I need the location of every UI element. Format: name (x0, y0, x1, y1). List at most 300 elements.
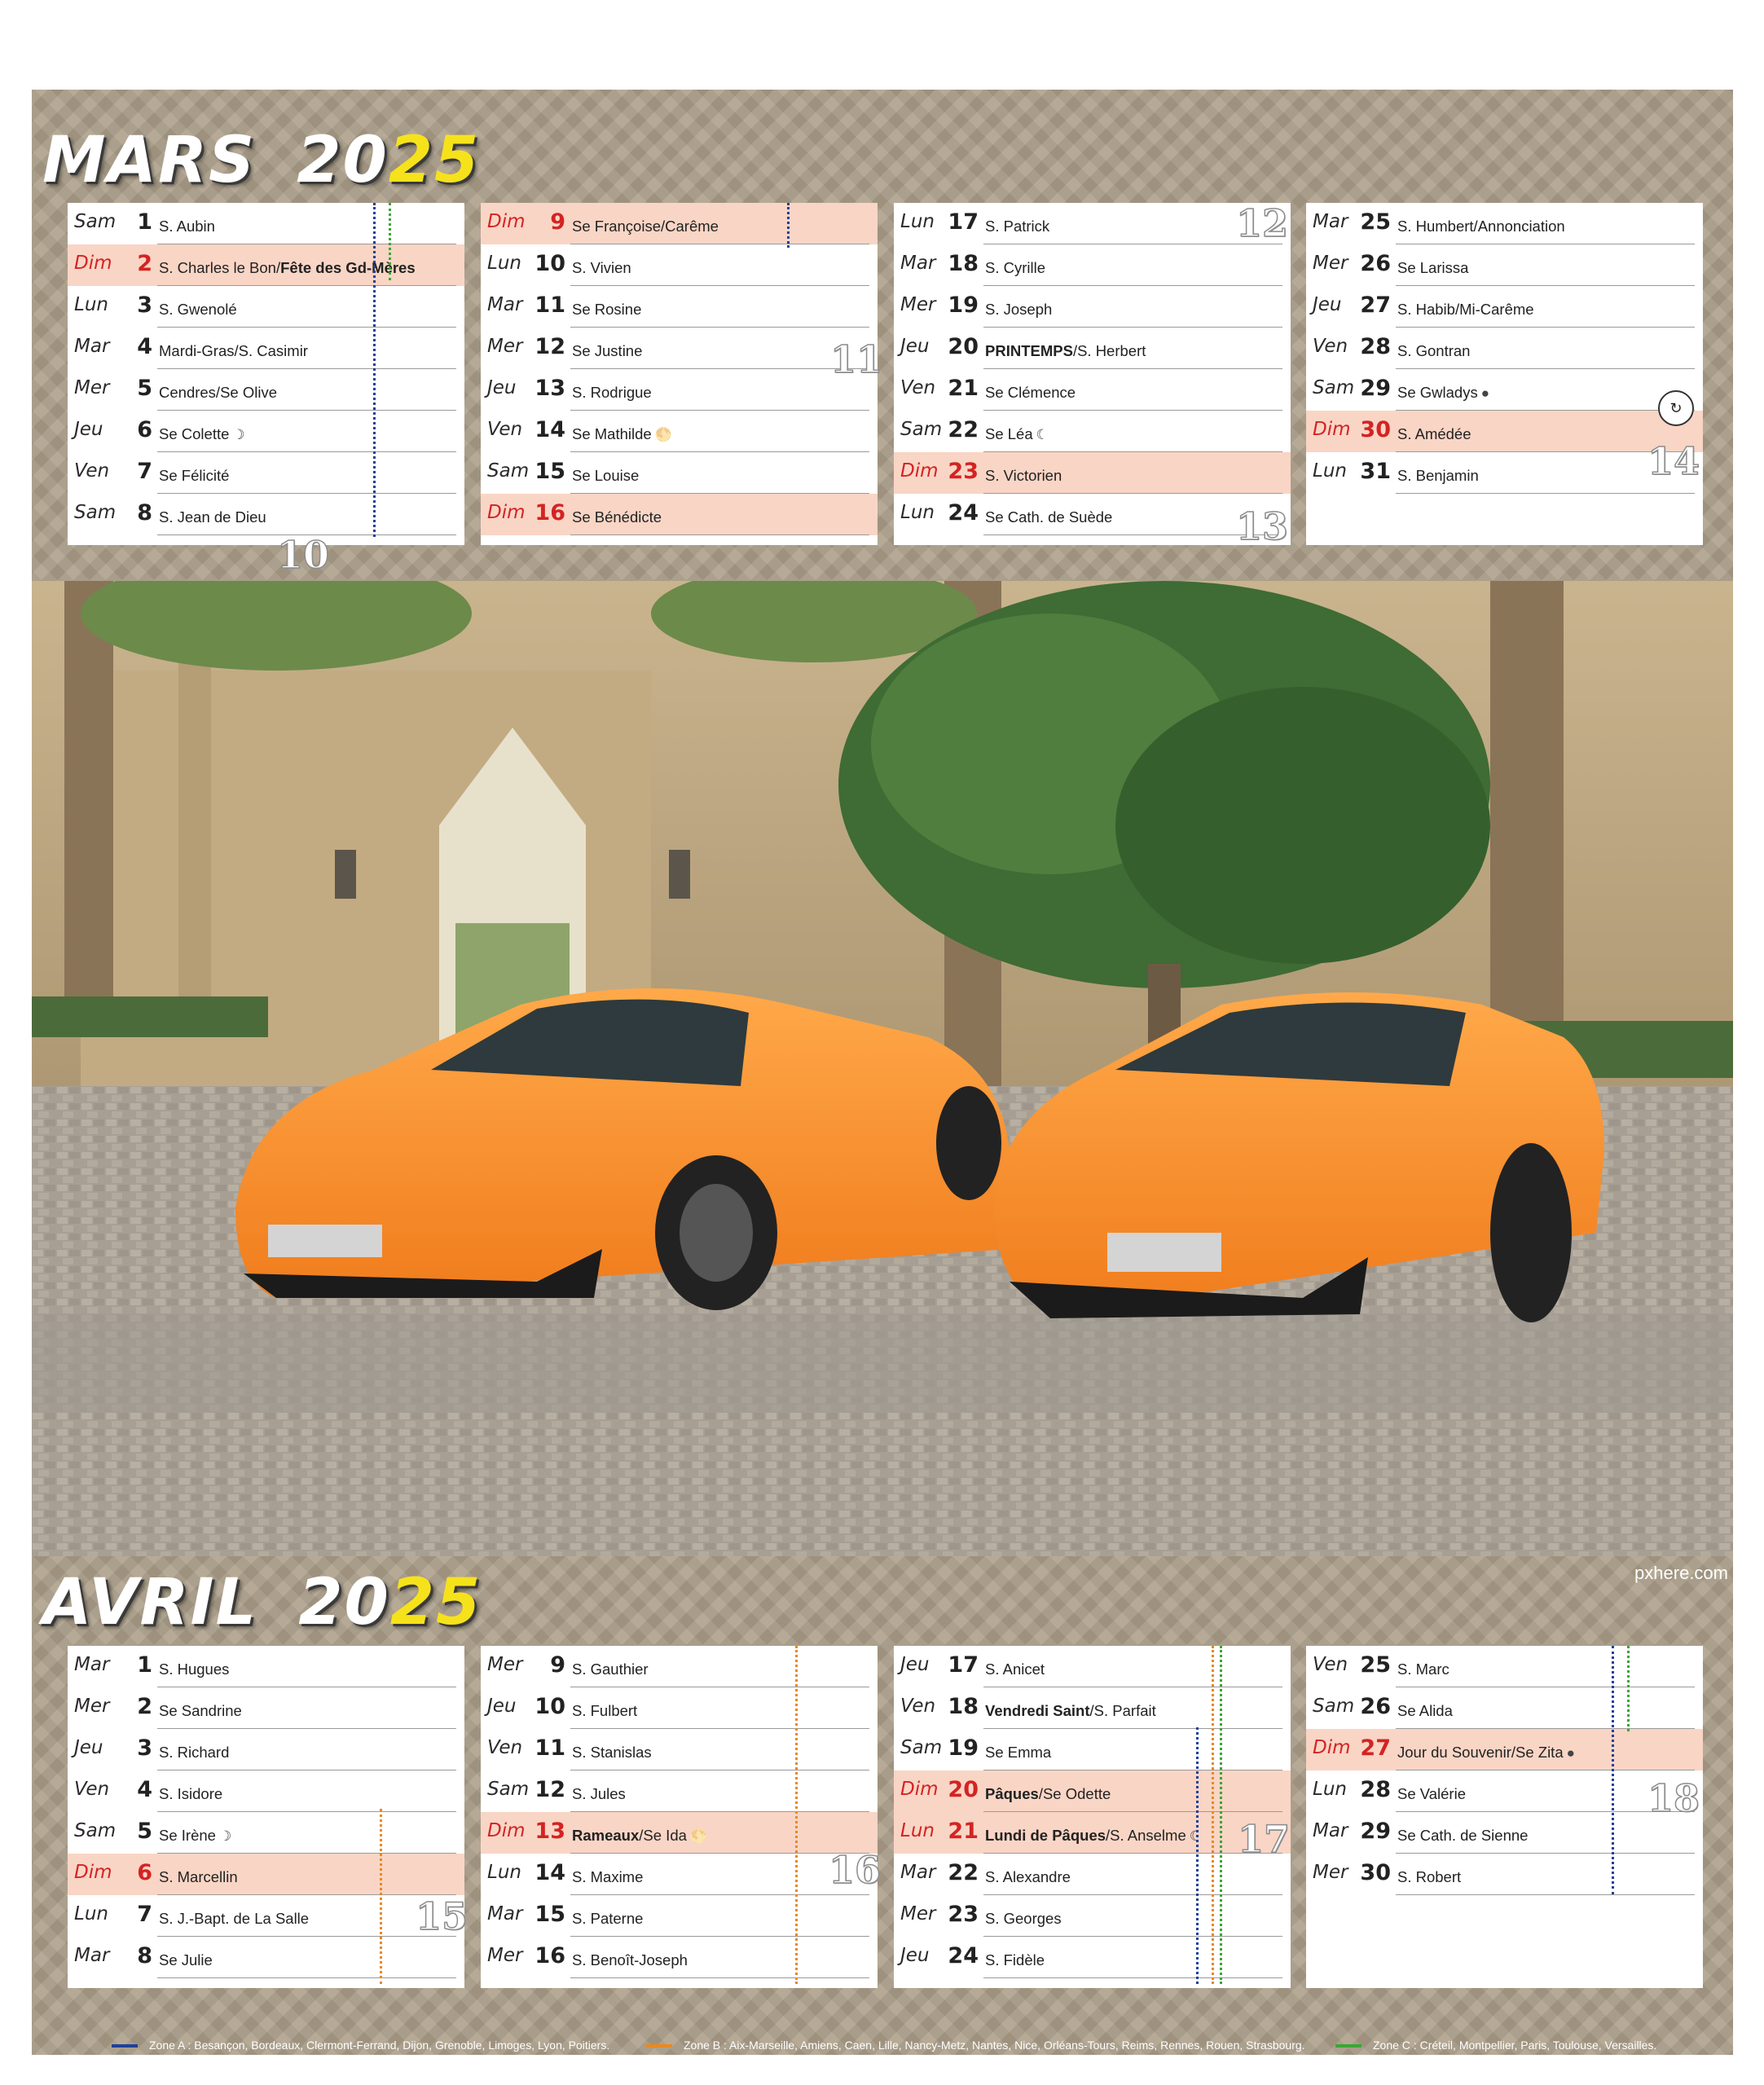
day-number: 7 (137, 1902, 152, 1927)
saint-text: S. Vivien (572, 259, 631, 276)
day-row[interactable] (481, 328, 878, 369)
day-number: 6 (137, 1860, 152, 1885)
saint-name (572, 259, 631, 277)
day-name: Dim (900, 460, 939, 482)
day-name: Dim (487, 1820, 526, 1841)
day-name: Dim (487, 502, 526, 523)
day-number: 15 (534, 459, 565, 484)
day-number: 17 (948, 209, 979, 235)
day-name: Ven (487, 419, 523, 440)
day-row[interactable] (481, 286, 878, 328)
day-number: 25 (1360, 209, 1391, 235)
saint-name (1397, 342, 1470, 360)
school-holiday-line (1196, 1727, 1199, 1984)
saint-text: Se Léa (985, 425, 1033, 442)
saint-text: S. Paterne (572, 1910, 644, 1927)
saint-name (1397, 301, 1534, 319)
moon-icon: ☽ (232, 427, 245, 442)
day-number: 11 (534, 1735, 565, 1761)
week-number: 17 (1238, 1817, 1291, 1861)
saint-text: Se Bénédicte (572, 508, 662, 526)
day-number: 1 (137, 209, 152, 235)
row-divider (570, 1977, 869, 1978)
school-holiday-line (373, 203, 376, 537)
day-name: Mer (900, 294, 936, 315)
saint-text: Se Clémence (985, 384, 1076, 401)
school-holiday-line (1220, 1646, 1222, 1984)
day-row[interactable] (894, 286, 1291, 328)
day-name: Mer (74, 377, 110, 398)
day-name: Mer (900, 1903, 936, 1924)
clock-icon: ↻ (1658, 390, 1694, 426)
mars-column-3 (894, 203, 1291, 545)
day-name: Lun (900, 1820, 935, 1841)
day-row[interactable] (68, 1812, 464, 1854)
day-row[interactable] (1306, 328, 1703, 369)
saint-name (985, 1702, 1156, 1720)
saint-name (572, 1827, 707, 1845)
week-number: 15 (416, 1894, 468, 1938)
saint-name (1397, 467, 1479, 485)
day-name: Lun (487, 1862, 521, 1883)
day-number: 7 (137, 459, 152, 484)
day-row[interactable] (894, 369, 1291, 411)
day-number: 11 (534, 293, 565, 318)
day-row[interactable] (68, 328, 464, 369)
day-name: Mer (487, 1654, 523, 1675)
day-number: 15 (534, 1902, 565, 1927)
saint-name (985, 1910, 1062, 1928)
day-name: Ven (487, 1737, 523, 1758)
day-row[interactable] (481, 1854, 878, 1895)
day-number: 22 (948, 1860, 979, 1885)
month-title-mars: MARS 2025 (42, 124, 481, 197)
school-holiday-line (380, 1809, 382, 1984)
day-name: Sam (1313, 1696, 1355, 1717)
day-name: Jeu (900, 336, 930, 357)
saint-text: Se Emma (985, 1744, 1052, 1761)
week-number: 13 (1236, 504, 1289, 548)
day-number: 18 (948, 251, 979, 276)
saint-name (1397, 218, 1565, 235)
day-number: 17 (948, 1652, 979, 1678)
saint-text: S. Stanislas (572, 1744, 652, 1761)
saint-text: S. Georges (985, 1910, 1062, 1927)
day-name: Mar (900, 1862, 936, 1883)
day-name: Mar (1313, 1820, 1348, 1841)
day-row[interactable] (68, 244, 464, 286)
day-row[interactable] (894, 328, 1291, 369)
saint-name (572, 301, 641, 319)
day-number: 16 (534, 1943, 565, 1968)
day-number: 24 (948, 1943, 979, 1968)
day-number: 23 (948, 459, 979, 484)
week-number: 10 (277, 533, 330, 577)
zone-a-swatch (112, 2044, 138, 2048)
day-name: Mar (1313, 211, 1348, 232)
day-row[interactable] (481, 494, 878, 535)
saint-text: S. Joseph (985, 301, 1053, 318)
saint-name (159, 259, 416, 277)
saint-name (1397, 1744, 1575, 1762)
day-row[interactable] (481, 1895, 878, 1937)
feast-label: Fête des Gd-Mères (280, 259, 416, 276)
day-row[interactable] (894, 244, 1291, 286)
day-name: Lun (1313, 460, 1347, 482)
saint-text: Se Colette (159, 425, 230, 442)
saint-text: S. Fidèle (985, 1951, 1045, 1968)
saint-text: S. Gwenolé (159, 301, 237, 318)
day-row[interactable] (68, 494, 464, 535)
saint-name (985, 301, 1052, 319)
saint-name (159, 1951, 213, 1969)
saint-name (572, 1661, 649, 1678)
row-divider (983, 1977, 1282, 1978)
saint-text: Se Julie (159, 1951, 213, 1968)
day-name: Dim (487, 211, 526, 232)
day-row[interactable] (481, 244, 878, 286)
day-row[interactable] (481, 1770, 878, 1812)
saint-text: S. Gauthier (572, 1661, 649, 1678)
feast-label: Vendredi Saint (985, 1702, 1090, 1719)
saint-text: Se Larissa (1397, 259, 1469, 276)
saint-text: S. Maxime (572, 1868, 644, 1885)
saint-name (985, 1661, 1045, 1678)
day-row[interactable] (1306, 1729, 1703, 1770)
saint-name (1397, 1827, 1528, 1845)
day-number: 14 (534, 417, 565, 442)
saint-text: /Se Ida (639, 1827, 687, 1844)
day-row[interactable] (481, 1646, 878, 1687)
day-name: Ven (900, 1696, 936, 1717)
saint-name (1397, 1868, 1461, 1886)
day-row[interactable] (894, 1770, 1291, 1812)
saint-name (159, 1744, 229, 1762)
day-row[interactable] (1306, 369, 1703, 411)
day-row[interactable] (1306, 1687, 1703, 1729)
day-number: 21 (948, 376, 979, 401)
day-name: Mar (74, 1945, 110, 1966)
day-row[interactable] (68, 203, 464, 244)
day-number: 9 (550, 1652, 565, 1678)
saint-text: Se Félicité (159, 467, 230, 484)
saint-text: S. Aubin (159, 218, 215, 235)
day-row[interactable] (1306, 1770, 1703, 1812)
saint-text: Se Gwladys (1397, 384, 1478, 401)
saint-name (159, 1785, 222, 1803)
saint-text: Se Louise (572, 467, 640, 484)
day-number: 30 (1360, 1860, 1391, 1885)
day-row[interactable] (68, 1937, 464, 1978)
day-row[interactable] (481, 203, 878, 244)
saint-name (1397, 1702, 1453, 1720)
day-row[interactable] (1306, 203, 1703, 244)
saint-name (572, 508, 662, 526)
saint-name (159, 1661, 229, 1678)
day-row[interactable] (894, 1937, 1291, 1978)
saint-name (159, 467, 229, 485)
saint-name (985, 218, 1049, 235)
day-number: 26 (1360, 251, 1391, 276)
saint-name (572, 1702, 637, 1720)
day-name: Lun (900, 502, 935, 523)
day-number: 4 (137, 334, 152, 359)
day-name: Jeu (900, 1654, 930, 1675)
saint-name (159, 1868, 238, 1886)
day-row[interactable] (894, 1646, 1291, 1687)
saint-name (1397, 259, 1468, 277)
saint-text: /S. Herbert (1072, 342, 1146, 359)
saint-text: S. Rodrigue (572, 384, 652, 401)
saint-text: S. Isidore (159, 1785, 223, 1802)
day-name: Jeu (1313, 294, 1342, 315)
feast-label: Lundi de Pâques (985, 1827, 1106, 1844)
saint-text: Se Alida (1397, 1702, 1453, 1719)
saint-text: S. Benjamin (1397, 467, 1479, 484)
saint-text: Jour du Souvenir/Se Zita (1397, 1744, 1564, 1761)
day-row[interactable] (481, 1937, 878, 1978)
saint-name (159, 218, 215, 235)
day-name: Lun (74, 1903, 108, 1924)
school-holiday-line (795, 1646, 798, 1984)
day-name: Sam (487, 1779, 530, 1800)
day-row[interactable] (68, 1687, 464, 1729)
saint-text: S. Richard (159, 1744, 230, 1761)
day-row[interactable] (481, 1729, 878, 1770)
day-row[interactable] (894, 1729, 1291, 1770)
day-row[interactable] (68, 1854, 464, 1895)
saint-text: Se Irène (159, 1827, 216, 1844)
avril-column-4 (1306, 1646, 1703, 1988)
day-row[interactable] (68, 1729, 464, 1770)
saint-text: S. Humbert/Annonciation (1397, 218, 1565, 235)
saint-text: Mardi-Gras/S. Casimir (159, 342, 308, 359)
month-title-avril: AVRIL 2025 (42, 1566, 482, 1639)
feast-label: Pâques (985, 1785, 1039, 1802)
day-row[interactable] (894, 203, 1291, 244)
saint-text: Se Sandrine (159, 1702, 242, 1719)
day-number: 21 (948, 1819, 979, 1844)
photo-credit: pxhere.com (1634, 1563, 1728, 1583)
saint-text: S. Benoît-Joseph (572, 1951, 688, 1968)
week-number: 18 (1647, 1776, 1700, 1820)
day-row[interactable] (481, 369, 878, 411)
saint-name (985, 1951, 1045, 1969)
day-row[interactable] (1306, 244, 1703, 286)
day-row[interactable] (894, 494, 1291, 535)
saint-name (1397, 1661, 1449, 1678)
school-holiday-line (1627, 1646, 1630, 1731)
row-divider (1396, 493, 1695, 494)
saint-name (159, 342, 308, 360)
saint-text: S. Jules (572, 1785, 626, 1802)
day-name: Mar (74, 336, 110, 357)
day-name: Ven (74, 1779, 110, 1800)
saint-text: /S. Anselme (1106, 1827, 1186, 1844)
day-row[interactable] (894, 1687, 1291, 1729)
day-name: Sam (900, 419, 943, 440)
day-number: 13 (534, 1819, 565, 1844)
day-row[interactable] (1306, 452, 1703, 494)
day-row[interactable] (1306, 411, 1703, 452)
day-name: Sam (1313, 377, 1355, 398)
saint-name (985, 1827, 1202, 1845)
day-name: Sam (900, 1737, 943, 1758)
saint-name (985, 467, 1062, 485)
saint-text: S. Cyrille (985, 259, 1046, 276)
moon-icon: ● (1566, 1745, 1575, 1761)
day-name: Mar (487, 1903, 523, 1924)
day-number: 31 (1360, 459, 1391, 484)
day-number: 19 (948, 293, 979, 318)
saint-text: Se Rosine (572, 301, 642, 318)
day-row[interactable] (1306, 1646, 1703, 1687)
day-row[interactable] (894, 452, 1291, 494)
day-row[interactable] (894, 411, 1291, 452)
day-number: 28 (1360, 334, 1391, 359)
day-name: Lun (487, 253, 521, 274)
saint-text: S. Patrick (985, 218, 1050, 235)
row-divider (1396, 1894, 1695, 1895)
saint-name (985, 425, 1049, 443)
saint-name (572, 218, 719, 235)
saint-text: Cendres/Se Olive (159, 384, 277, 401)
saint-name (985, 1785, 1111, 1803)
mars-column-1 (68, 203, 464, 545)
day-row[interactable] (68, 411, 464, 452)
saint-text: S. Marc (1397, 1661, 1449, 1678)
saint-text: Se Mathilde (572, 425, 652, 442)
saint-name (1397, 1785, 1466, 1803)
day-row[interactable] (1306, 286, 1703, 328)
saint-text: S. Gontran (1397, 342, 1471, 359)
day-name: Mar (487, 294, 523, 315)
day-number: 10 (534, 251, 565, 276)
saint-text: S. Jean de Dieu (159, 508, 266, 526)
day-name: Dim (74, 1862, 112, 1883)
moon-icon: ☽ (218, 1828, 232, 1844)
day-number: 8 (137, 1943, 152, 1968)
day-number: 6 (137, 417, 152, 442)
day-name: Mer (1313, 253, 1348, 274)
saint-name (572, 425, 672, 443)
day-name: Mer (487, 336, 523, 357)
day-row[interactable] (894, 1812, 1291, 1854)
moon-icon: 🌕 (689, 1828, 708, 1844)
day-row[interactable] (894, 1895, 1291, 1937)
saint-name (572, 467, 639, 485)
day-number: 2 (137, 251, 152, 276)
day-row[interactable] (481, 411, 878, 452)
saint-name (1397, 425, 1471, 443)
day-row[interactable] (894, 1854, 1291, 1895)
row-divider (570, 534, 869, 535)
day-row[interactable] (481, 1687, 878, 1729)
saint-text: S. Victorien (985, 467, 1062, 484)
day-row[interactable] (68, 1646, 464, 1687)
saint-name (572, 384, 652, 402)
saint-name (159, 425, 245, 443)
school-holiday-line (787, 203, 790, 248)
saint-name (572, 1910, 643, 1928)
day-name: Ven (1313, 336, 1348, 357)
day-row[interactable] (68, 1895, 464, 1937)
day-number: 1 (137, 1652, 152, 1678)
day-number: 29 (1360, 376, 1391, 401)
mars-column-2 (481, 203, 878, 545)
day-number: 20 (948, 334, 979, 359)
day-number: 13 (534, 376, 565, 401)
zone-a-legend: Zone A : Besançon, Bordeaux, Clermont-Ferrand, Dijon, Grenoble, Limoges, Lyon, Poitiers. (112, 2039, 609, 2052)
day-row[interactable] (68, 286, 464, 328)
saint-text: Se Cath. de Sienne (1397, 1827, 1529, 1844)
week-number: 16 (829, 1848, 882, 1892)
day-number: 10 (534, 1694, 565, 1719)
saint-text: Se Justine (572, 342, 643, 359)
day-row[interactable] (68, 1770, 464, 1812)
day-number: 25 (1360, 1652, 1391, 1678)
saint-name (985, 384, 1076, 402)
day-row[interactable] (1306, 1812, 1703, 1854)
saint-text: S. Hugues (159, 1661, 230, 1678)
avril-column-2 (481, 1646, 878, 1988)
day-name: Sam (74, 502, 117, 523)
photo-orange-supercars (32, 581, 1733, 1556)
saint-text: S. Habib/Mi-Carême (1397, 301, 1534, 318)
day-name: Ven (900, 377, 936, 398)
day-number: 12 (534, 1777, 565, 1802)
day-row[interactable] (68, 452, 464, 494)
saint-name (159, 508, 266, 526)
day-name: Jeu (900, 1945, 930, 1966)
zone-b-legend: Zone B : Aix-Marseille, Amiens, Caen, Lille, Nancy-Metz, Nantes, Nice, Orléans-Tours, Reims, Rennes, Rouen, Strasbourg. (646, 2039, 1305, 2052)
day-row[interactable] (68, 369, 464, 411)
day-number: 3 (137, 1735, 152, 1761)
saint-text: S. Fulbert (572, 1702, 638, 1719)
avril-column-1 (68, 1646, 464, 1988)
saint-name (985, 508, 1112, 526)
day-name: Mar (900, 253, 936, 274)
day-row[interactable] (481, 1812, 878, 1854)
day-number: 19 (948, 1735, 979, 1761)
day-name: Jeu (74, 1737, 103, 1758)
day-number: 5 (137, 1819, 152, 1844)
day-name: Dim (74, 253, 112, 274)
day-number: 16 (534, 500, 565, 526)
moon-icon: ☾ (1189, 1828, 1202, 1844)
day-number: 5 (137, 376, 152, 401)
day-name: Mer (74, 1696, 110, 1717)
day-number: 18 (948, 1694, 979, 1719)
row-divider (157, 1977, 456, 1978)
zone-c-legend: Zone C : Créteil, Montpellier, Paris, Toulouse, Versailles. (1335, 2039, 1656, 2052)
week-number: 14 (1647, 439, 1700, 483)
day-row[interactable] (481, 452, 878, 494)
saint-text: S. Marcellin (159, 1868, 238, 1885)
day-number: 29 (1360, 1819, 1391, 1844)
day-name: Dim (900, 1779, 939, 1800)
saint-name (159, 1827, 231, 1845)
day-row[interactable] (1306, 1854, 1703, 1895)
day-number: 2 (137, 1694, 152, 1719)
day-name: Ven (74, 460, 110, 482)
saint-text: S. Anicet (985, 1661, 1045, 1678)
school-holiday-line (1212, 1646, 1214, 1984)
saint-name (159, 384, 277, 402)
saint-name (985, 1744, 1051, 1762)
moon-icon: ☾ (1036, 427, 1049, 442)
day-name: Dim (1313, 419, 1351, 440)
